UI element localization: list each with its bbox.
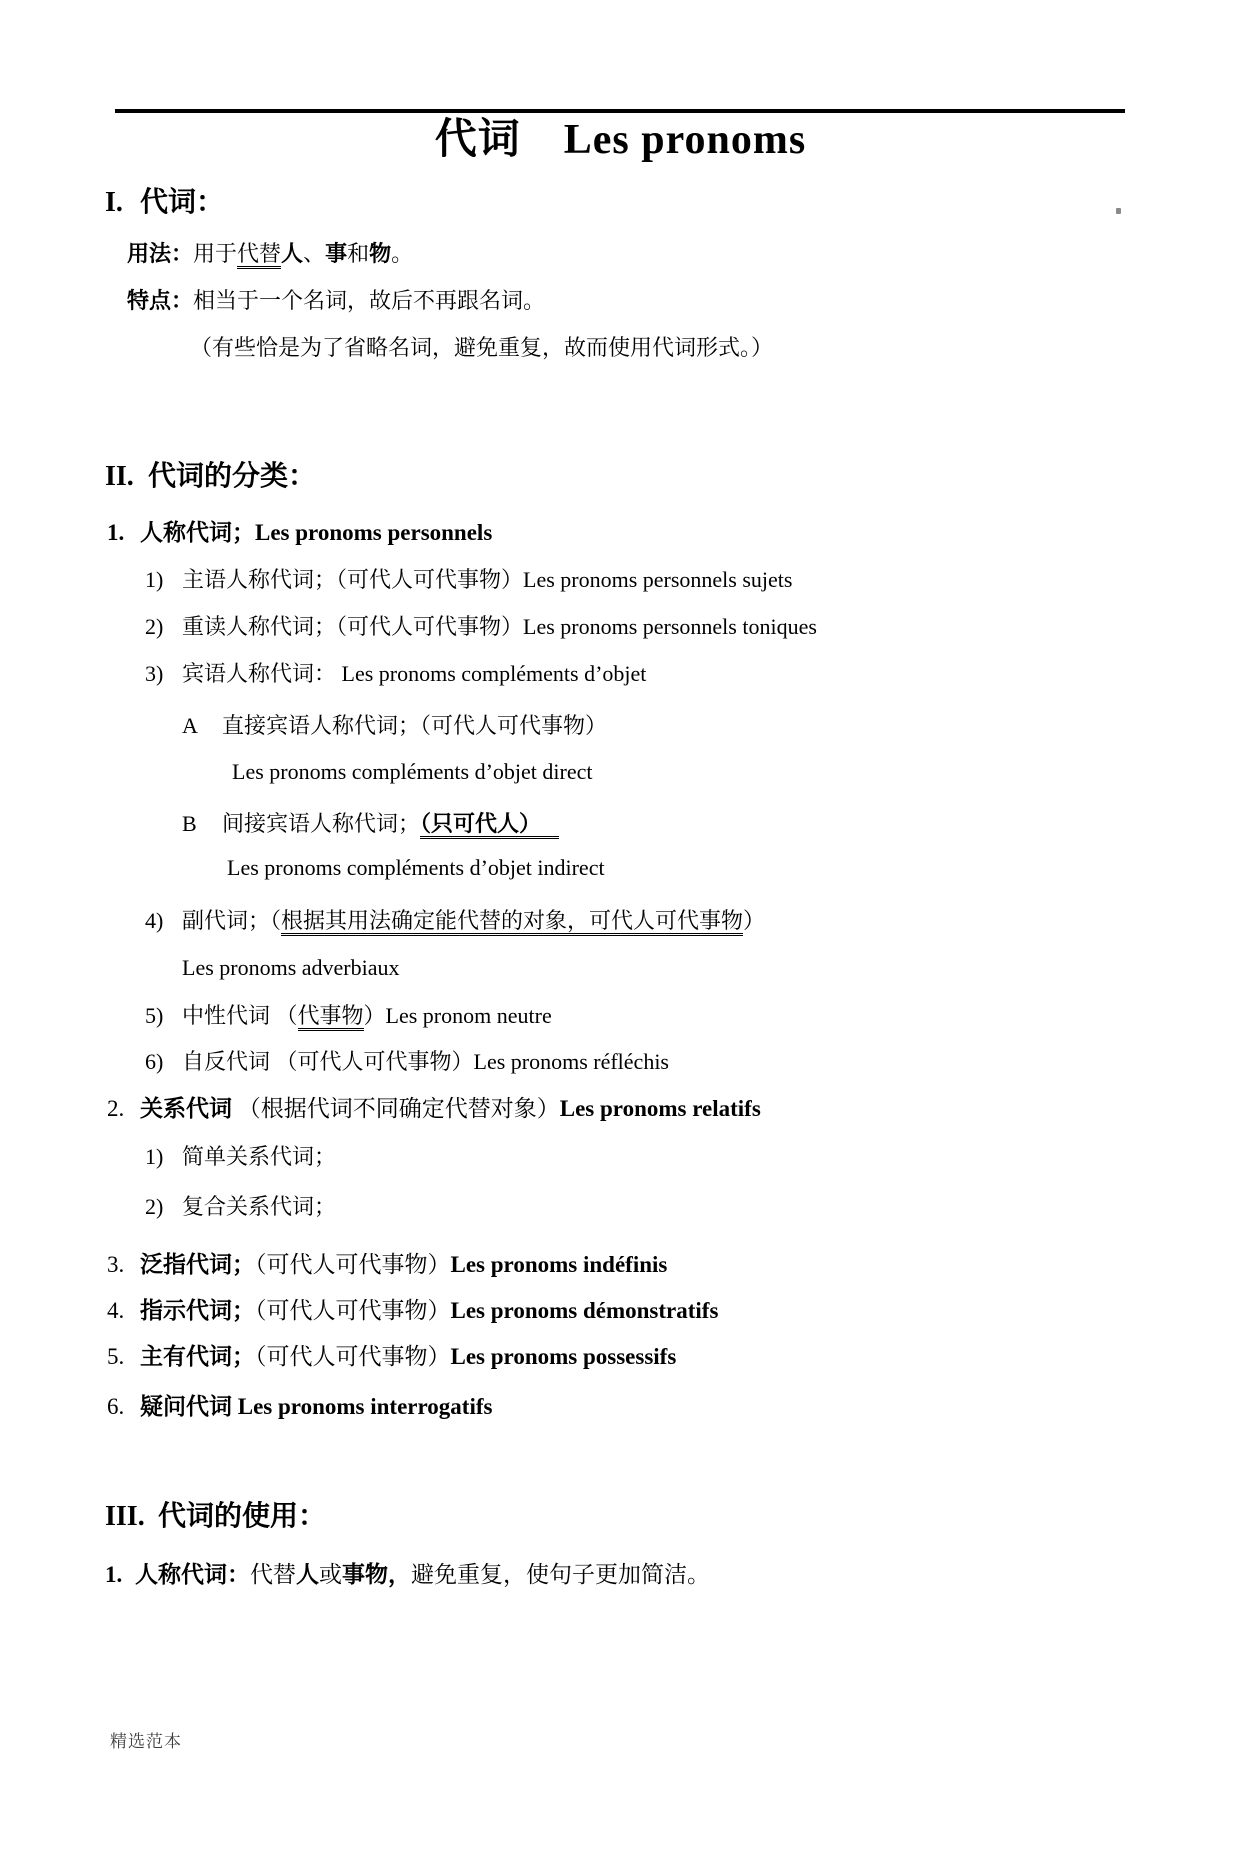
document-line xyxy=(0,458,1241,496)
text-segment: 直接宾语人称代词；（可代人可代事物） xyxy=(222,713,608,738)
text-segment: 主有代词； xyxy=(140,1344,255,1369)
text-segment: （可代人可代事物） xyxy=(255,1252,451,1277)
line-marker: I. xyxy=(105,187,123,218)
document-line xyxy=(0,1340,1241,1374)
text-segment: 相当于一个名词，故后不再跟名词。 xyxy=(193,288,546,313)
text-segment: 中性代词 （ xyxy=(182,1003,298,1028)
text-segment: （有些恰是为了省略名词，避免重复，故而使用代词形式。） xyxy=(190,335,774,360)
text-segment: Les pronoms possessifs xyxy=(450,1344,677,1369)
line-marker: 6. xyxy=(107,1394,125,1419)
document-line xyxy=(0,564,1241,596)
line-marker: 4. xyxy=(107,1298,125,1323)
page-title: 代词 Les pronoms xyxy=(434,117,807,163)
line-marker: II. xyxy=(105,461,134,492)
document-line xyxy=(0,1558,1241,1592)
line-marker: 1) xyxy=(145,567,164,592)
text-segment: （可代人可代事物） xyxy=(255,1344,451,1369)
line-marker: 2) xyxy=(145,1194,164,1219)
text-segment: 人 xyxy=(296,1562,319,1587)
text-segment: 间接宾语人称代词； xyxy=(222,811,421,836)
document-line xyxy=(0,658,1241,690)
text-segment: 副代词；（ xyxy=(182,908,282,933)
text-segment: ）Les pronom neutre xyxy=(363,1003,552,1028)
text-segment: 避免重复，使句子更加简洁。 xyxy=(411,1562,710,1587)
document-line xyxy=(0,1498,1241,1536)
text-segment: Les pronoms interrogatifs xyxy=(237,1394,493,1419)
document-line xyxy=(0,516,1241,550)
document-line xyxy=(0,756,1241,788)
text-segment: 主语人称代词；（可代人可代事物）Les pronoms personnels sujets xyxy=(182,567,793,592)
text-segment: 疑问代词 xyxy=(140,1394,238,1419)
text-segment: Les pronoms relatifs xyxy=(559,1096,761,1121)
text-segment: Les pronoms personnels xyxy=(255,520,493,545)
document-line xyxy=(0,905,1241,937)
text-segment: （根据代词不同确定代替对象） xyxy=(232,1096,560,1121)
document-line xyxy=(0,611,1241,643)
line-marker: 5) xyxy=(145,1003,164,1028)
line-marker: 3) xyxy=(145,661,164,686)
document-line xyxy=(0,1294,1241,1328)
text-segment: （只可代人） xyxy=(420,811,559,839)
text-segment: （可代人可代事物） xyxy=(255,1298,451,1323)
text-segment: 代事物 xyxy=(298,1003,364,1031)
document-line xyxy=(0,1191,1241,1223)
text-segment: 或 xyxy=(319,1562,342,1587)
text-segment: 宾语人称代词： Les pronoms compléments d’objet xyxy=(182,661,647,686)
document-line xyxy=(0,1000,1241,1032)
text-segment: 、 xyxy=(303,241,326,266)
text-segment: 自反代词 （可代人可代事物）Les pronoms réfléchis xyxy=(182,1049,669,1074)
line-marker: 1. xyxy=(107,520,125,545)
header-rule xyxy=(115,109,1125,113)
text-segment: 代词： xyxy=(140,187,225,218)
text-segment: Les pronoms compléments d’objet direct xyxy=(232,759,593,784)
corner-dot xyxy=(1116,208,1121,214)
document-line xyxy=(0,285,1241,317)
document-line xyxy=(0,952,1241,984)
text-segment: 事物， xyxy=(342,1562,411,1587)
text-segment: 根据其用法确定能代替的对象，可代人可代事物 xyxy=(281,908,743,936)
text-segment: 泛指代词； xyxy=(140,1252,255,1277)
line-marker: 4) xyxy=(145,908,164,933)
text-segment: Les pronoms démonstratifs xyxy=(450,1298,719,1323)
line-marker: B xyxy=(182,811,197,836)
document-line xyxy=(0,1046,1241,1078)
text-segment: 代替 xyxy=(237,241,281,269)
text-segment: 。 xyxy=(391,241,414,266)
line-marker: III. xyxy=(105,1501,145,1532)
line-marker: 1. xyxy=(105,1562,123,1587)
text-segment: ） xyxy=(743,908,766,933)
document-line xyxy=(0,332,1241,364)
text-segment: Les pronoms compléments d’objet indirect xyxy=(227,855,605,880)
line-marker: 5. xyxy=(107,1344,125,1369)
line-marker: A xyxy=(182,713,198,738)
text-segment: 用法： xyxy=(127,241,194,266)
text-segment: 复合关系代词； xyxy=(182,1194,337,1219)
text-segment: 人称代词； xyxy=(140,520,255,545)
document-line xyxy=(0,1092,1241,1126)
text-segment: 代词的使用： xyxy=(158,1501,327,1532)
text-segment: 简单关系代词； xyxy=(182,1144,337,1169)
document-line xyxy=(0,710,1241,742)
text-segment: 用于 xyxy=(193,241,238,266)
text-segment: 事 xyxy=(325,241,348,266)
document-line xyxy=(0,1390,1241,1424)
text-segment: 人称代词： xyxy=(135,1562,250,1587)
document-line xyxy=(0,238,1241,270)
text-segment: 物 xyxy=(369,241,392,266)
text-segment: Les pronoms adverbiaux xyxy=(182,955,400,980)
document-page xyxy=(0,109,1241,1863)
text-segment: 和 xyxy=(347,241,370,266)
line-marker: 2) xyxy=(145,614,164,639)
text-segment: 代词的分类： xyxy=(148,461,317,492)
text-segment: 特点： xyxy=(127,288,194,313)
document-line xyxy=(0,852,1241,884)
line-marker: 6) xyxy=(145,1049,164,1074)
text-segment: 重读人称代词；（可代人可代事物）Les pronoms personnels toniques xyxy=(182,614,817,639)
text-segment: 指示代词； xyxy=(140,1298,255,1323)
text-segment: 关系代词 xyxy=(140,1096,232,1121)
document-line xyxy=(0,184,1241,222)
text-segment: 人 xyxy=(281,241,304,266)
text-segment: 代替 xyxy=(250,1562,296,1587)
document-line xyxy=(0,1248,1241,1282)
document-line xyxy=(0,1141,1241,1173)
line-marker: 1) xyxy=(145,1144,164,1169)
text-segment: Les pronoms indéfinis xyxy=(450,1252,668,1277)
footer-label: 精选范本 xyxy=(110,1732,182,1751)
document-body xyxy=(0,184,1241,1592)
document-line xyxy=(0,808,1241,840)
line-marker: 3. xyxy=(107,1252,125,1277)
line-marker: 2. xyxy=(107,1096,125,1121)
